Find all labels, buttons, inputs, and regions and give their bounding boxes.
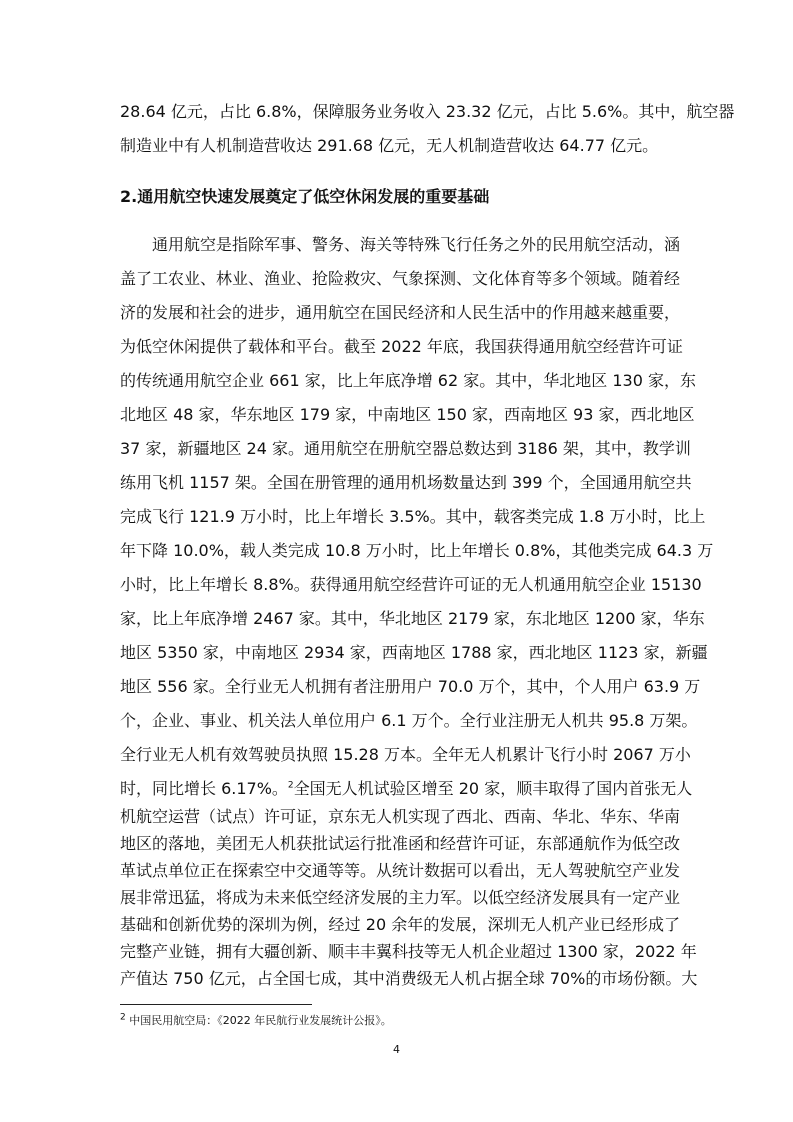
paragraph-line: 展非常迅猛，将成为未来低空经济发展的主力军。以低空经济发展具有一定产业 [120, 888, 681, 907]
paragraph-line: 济的发展和社会的进步，通用航空在国民经济和人民生活中的作用越来越重要， [120, 303, 681, 322]
paragraph-line: 革试点单位正在探索空中交通等等。从统计数据可以看出，无人驾驶航空产业发 [120, 861, 681, 880]
footnote-marker: 2 [120, 1012, 126, 1023]
paragraph-line: 地区 556 家。全行业无人机拥有者注册用户 70.0 万个，其中，个人用户 63.9 万 [120, 677, 701, 696]
paragraph-line: 地区的落地，美团无人机获批试运行批准函和经营许可证，东部通航作为低空改 [120, 834, 681, 853]
paragraph-line: 年下降 10.0%，载人类完成 10.8 万小时，比上年增长 0.8%，其他类完成 64.3 万 [120, 541, 714, 560]
line-text: 全国无人机试验区增至 20 家，顺丰取得了国内首张无人 [293, 779, 693, 798]
paragraph-line: 通用航空是指除军事、警务、海关等特殊飞行任务之外的民用航空活动，涵 [152, 235, 681, 254]
paragraph-line: 全行业无人机有效驾驶员执照 15.28 万本。全年无人机累计飞行小时 2067 万小 [120, 745, 691, 764]
paragraph-line: 37 家，新疆地区 24 家。通用航空在册航空器总数达到 3186 架，其中，教学训 [120, 439, 691, 458]
footnote-reference[interactable]: 2 [287, 780, 294, 791]
footnote [120, 1012, 392, 1030]
paragraph-line: 基础和创新优势的深圳为例，经过 20 余年的发展，深圳无人机产业已经形成了 [120, 915, 680, 934]
footnote-separator [120, 1004, 312, 1005]
paragraph-line: 为低空休闲提供了载体和平台。截至 2022 年底，我国获得通用航空经营许可证 [120, 337, 683, 356]
paragraph-line: 完整产业链，拥有大疆创新、顺丰丰翼科技等无人机企业超过 1300 家，2022 年 [120, 942, 697, 961]
body-line: 制造业中有人机制造营收达 291.68 亿元，无人机制造营收达 64.77 亿元。 [120, 136, 659, 155]
line-text: 时，同比增长 6.17%。 [120, 779, 288, 798]
paragraph-line: 盖了工农业、林业、渔业、抢险救灾、气象探测、文化体育等多个领域。随着经 [120, 269, 681, 288]
section-heading: 2.通用航空快速发展奠定了低空休闲发展的重要基础 [120, 187, 490, 206]
page-number: 4 [393, 1043, 400, 1056]
paragraph-line: 机航空运营（试点）许可证，京东无人机实现了西北、西南、华北、华东、华南 [120, 807, 681, 826]
footnote-text: 中国民用航空局：《2022 年民航行业发展统计公报》。 [129, 1014, 392, 1027]
paragraph-line: 地区 5350 家，中南地区 2934 家，西南地区 1788 家，西北地区 1123 家，新疆 [120, 643, 708, 662]
paragraph-line: 北地区 48 家，华东地区 179 家，中南地区 150 家，西南地区 93 家，西北地区 [120, 405, 695, 424]
paragraph-line: 的传统通用航空企业 661 家，比上年底净增 62 家。其中，华北地区 130 家，东 [120, 371, 696, 390]
paragraph-line: 小时，比上年增长 8.8%。获得通用航空经营许可证的无人机通用航空企业 15130 [120, 575, 702, 594]
paragraph-line: 个，企业、事业、机关法人单位用户 6.1 万个。全行业注册无人机共 95.8 万架。 [120, 711, 698, 730]
body-line: 28.64 亿元，占比 6.8%，保障服务业务收入 23.32 亿元，占比 5.6%。其中，航空器 [120, 102, 735, 121]
paragraph-line: 练用飞机 1157 架。全国在册管理的通用机场数量达到 399 个，全国通用航空共 [120, 473, 692, 492]
paragraph-line: 产值达 750 亿元，占全国七成，其中消费级无人机占据全球 70%的市场份额。大 [120, 969, 698, 988]
paragraph-line: 完成飞行 121.9 万小时，比上年增长 3.5%。其中，载客类完成 1.8 万小时，比上 [120, 507, 706, 526]
paragraph-line: 家，比上年底净增 2467 家。其中，华北地区 2179 家，东北地区 1200 家，华东 [120, 609, 705, 628]
